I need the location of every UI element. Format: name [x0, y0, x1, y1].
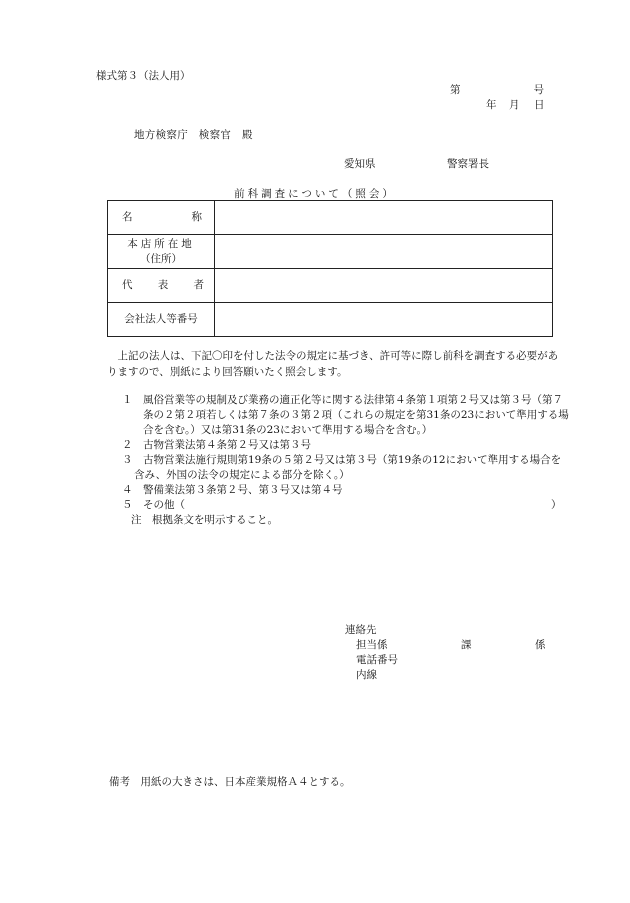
- contact-person-row: [345, 638, 546, 653]
- contact-extension-label: 内線: [356, 669, 377, 681]
- name-label-cell: [108, 201, 215, 235]
- item-number: ２: [122, 439, 133, 451]
- list-item[interactable]: [110, 483, 570, 498]
- corporation-info-table: [107, 200, 553, 337]
- body-paragraph: 上記の法人は、下記〇印を付した法令の規定に基づき、許可等に際し前科を調査する必要がありますので、別紙により回答願いたく照会します。: [107, 350, 559, 378]
- table-row: [108, 303, 553, 337]
- address-value-cell[interactable]: [215, 235, 553, 269]
- document-title: 前科調査について（照会）: [234, 188, 396, 200]
- item-number: ３: [122, 454, 133, 466]
- representative-value-cell[interactable]: [215, 269, 553, 303]
- contact-section: 課: [461, 639, 472, 651]
- item-text: 風俗営業等の規制及び業務の適正化等に関する法律第４条第１項第２号又は第３号（第７条の２第２項若しくは第７条の３第２項（これらの規定を第31条の23において準用する場合を含む。）又は第31条の23において準用する場合を含む。）: [143, 394, 569, 436]
- addressee: 地方検察庁 検察官 殿: [134, 129, 253, 141]
- item-number: １: [122, 394, 133, 406]
- table-row: [108, 235, 553, 269]
- item-number: ５: [122, 499, 133, 511]
- contact-heading: 連絡先: [345, 624, 377, 636]
- other-close-paren: ）: [551, 499, 562, 511]
- item-text: 古物営業法施行規則第19条の５第２号又は第３号（第19条の12において準用する場合を含み、外国の法令の規定による部分を除く。）: [134, 454, 562, 481]
- name-label: 名 称: [122, 211, 202, 223]
- representative-label-cell: [108, 269, 215, 303]
- item-text: 警備業法第３条第２号、第３号又は第４号: [143, 484, 343, 496]
- address-label-cell: [108, 235, 215, 269]
- list-item[interactable]: [110, 393, 570, 438]
- year-label: 年: [486, 99, 497, 111]
- list-item[interactable]: [110, 453, 570, 483]
- sender-prefecture: 愛知県: [344, 158, 376, 170]
- sender-station: 警察署長: [447, 158, 489, 170]
- contact-subsection: 係: [535, 639, 546, 651]
- corporate-number-value-cell[interactable]: [215, 303, 553, 337]
- address-sublabel: （住所）: [140, 252, 182, 265]
- contact-block: [345, 623, 546, 683]
- number-prefix: 第: [450, 84, 461, 96]
- contact-phone-label: 電話番号: [356, 654, 398, 666]
- note: 注 根拠条文を明示すること。: [131, 514, 278, 526]
- number-suffix: 号: [533, 84, 544, 96]
- name-value-cell[interactable]: [215, 201, 553, 235]
- item-text: 古物営業法第４条第２号又は第３号: [143, 439, 311, 451]
- contact-person-label: 担当係: [356, 639, 388, 651]
- address-label: 本店所在地: [127, 237, 195, 250]
- list-item[interactable]: [110, 438, 570, 453]
- law-list: [110, 393, 570, 528]
- remarks: 備考 用紙の大きさは、日本産業規格Ａ４とする。: [109, 776, 351, 788]
- table-row: [108, 269, 553, 303]
- corporate-number-label-cell: [108, 303, 215, 337]
- item-text: その他（: [143, 499, 185, 511]
- table-row: [108, 201, 553, 235]
- form-label: 様式第３（法人用）: [96, 70, 191, 82]
- list-item[interactable]: [110, 498, 570, 513]
- item-number: ４: [122, 484, 133, 496]
- representative-label: 代 表 者: [122, 279, 204, 291]
- month-label: 月: [509, 99, 520, 111]
- day-label: 日: [534, 99, 545, 111]
- corporate-number-label: 会社法人等番号: [124, 313, 198, 325]
